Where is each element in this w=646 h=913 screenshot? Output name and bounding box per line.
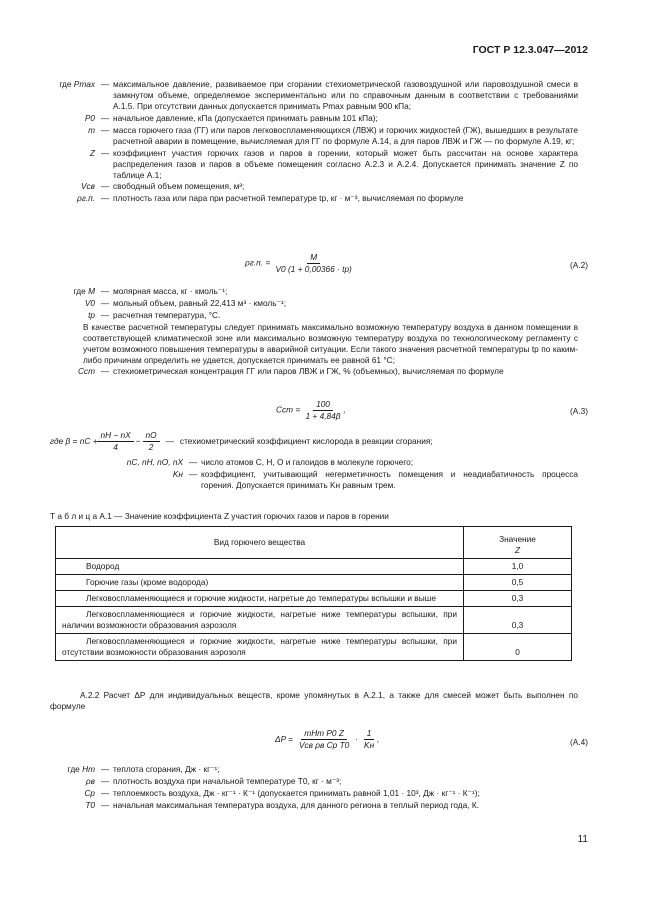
dash: — (100, 764, 110, 774)
definition-symbol: Cр (84, 787, 95, 798)
definition-text: расчетная температура, °С. (113, 309, 221, 320)
definition-row (50, 457, 578, 468)
fraction: $\frac{\text{mHт P0 Z}}{\text{Vсв ρв Cр T0}}$ (298, 728, 350, 750)
dash: — (100, 297, 110, 308)
section-a22-paragraph: А.2.2 Расчет ΔP для индивидуальных веществ, кроме упомянутых в А.2.1, а также для смесей может быть выполнен по формуле (50, 690, 578, 711)
definition-row (50, 113, 578, 124)
dash: — (100, 193, 110, 204)
definition-symbol: Kн (172, 468, 183, 479)
definition-row (50, 776, 578, 787)
definition-row (50, 366, 578, 377)
definition-symbol: ρв (85, 775, 95, 786)
definitions-block-3 (50, 457, 578, 492)
definition-symbol: Z (89, 147, 95, 158)
header-substance: Вид горючего вещества (56, 527, 464, 559)
table-cell-substance: Водород (56, 559, 464, 575)
definition-symbol: P0 (84, 112, 95, 123)
definition-row (50, 79, 578, 112)
definitions-block-2 (50, 286, 578, 378)
fraction: $\frac{1}{Kн}$ (364, 728, 375, 750)
definition-row (50, 469, 578, 491)
definition-symbol: T0 (85, 799, 95, 810)
table-caption: Т а б л и ц а А.1 — Значение коэффициента Z участия горючих газов и паров в горении (50, 511, 389, 521)
dash: — (165, 435, 174, 446)
definition-text: коэффициент участия горючих газов и паров в горении, который может быть рассчитан на основе характера распределения газов и паров в объеме помещения согласно А.2.3 и А.2.4. Допускается принимать значение Z по таблице А.1; (113, 147, 578, 180)
dash: — (100, 365, 110, 376)
table-cell-substance: Легковоспламеняющиеся и горючие жидкости, нагретые до температуры вспышки и выше (56, 590, 464, 606)
definitions-block-4 (50, 764, 578, 812)
definition-symbol: где Pmax (59, 79, 95, 89)
table-header-row (56, 527, 572, 559)
definition-symbol: где M (73, 286, 95, 296)
definition-symbol: ρг.п. (76, 193, 95, 204)
definition-text: стехиометрический коэффициент кислорода в реакции сгорания; (179, 435, 433, 446)
dash: — (100, 124, 110, 135)
dash: — (100, 799, 110, 810)
definition-symbol: m (88, 124, 95, 135)
table-row (56, 633, 572, 660)
fraction: $\frac{nН - nX}{4}$ (97, 430, 133, 453)
dash: — (100, 181, 110, 192)
equation-number-a3: (А.3) (570, 406, 588, 416)
fraction: $\frac{M}{V0 (1 + 0,00366 \cdot tр)}$ (275, 252, 352, 274)
formula-a3: Cст = $\frac{100}{1 + 4,84\beta}$ , (276, 399, 346, 421)
definition-text: теплота сгорания, Дж · кг⁻¹; (113, 764, 220, 774)
formula-a2: ρг.п. = $\frac{M}{V0 (1 + 0,00366 \cdot tр)}$ (245, 252, 355, 275)
table-cell-value: 0 (464, 633, 572, 660)
table-cell-substance: Горючие газы (кроме водорода) (56, 574, 464, 590)
dash: — (188, 468, 198, 479)
definition-row (50, 298, 578, 309)
definition-symbol: Cст (77, 365, 95, 376)
formula-a4: ΔP = $\frac{\text{mHт P0 Z}}{\text{Vсв ρв Cр T0}}$ · $\frac{1}{Kн}$ , (275, 728, 380, 750)
table-cell-substance: Легковоспламеняющиеся и горючие жидкости, нагретые ниже температуры вспышки, при наличии возможности образования аэрозоля (56, 606, 464, 633)
table-cell-value: 0,5 (464, 574, 572, 590)
table-row (56, 574, 572, 590)
definition-row (50, 800, 578, 811)
definition-row (50, 286, 578, 297)
equation-number-a4: (А.4) (570, 737, 588, 747)
table-cell-value: 0,3 (464, 590, 572, 606)
definition-text: масса горючего газа (ГГ) или паров легковоспламеняющихся (ЛВЖ) и горючих жидкостей (ГЖ), вышедших в результате расчетной аварии в помещение, вычисляемая для ГГ по формуле А.14, а для паров ЛВЖ и ГЖ — по формуле А.19, кг; (113, 124, 578, 146)
document-header: ГОСТ Р 12.3.047—2012 (472, 44, 588, 56)
table-row (56, 590, 572, 606)
definition-text: молярная масса, кг · кмоль⁻¹; (113, 286, 228, 296)
definitions-block-1 (50, 79, 578, 205)
definition-row (50, 181, 578, 192)
header-value: Значение Z (464, 527, 572, 559)
dash: — (188, 457, 198, 467)
table-row (56, 606, 572, 633)
definition-text: коэффициент, учитывающий негерметичность помещения и неадиабатичность процесса горения. Допускается принимать Kн равным трем. (201, 468, 578, 490)
dash: — (100, 775, 110, 786)
definition-text: плотность воздуха при начальной температуре T0, кг · м⁻³; (113, 775, 342, 786)
dash: — (100, 309, 110, 320)
definition-row (50, 193, 578, 204)
dash: — (100, 112, 110, 123)
definition-row (50, 125, 578, 147)
dash: — (100, 787, 110, 798)
dash: — (100, 79, 110, 89)
table-row (56, 559, 572, 575)
definition-row (50, 788, 578, 799)
equation-number-a2: (А.2) (570, 260, 588, 270)
dash: — (100, 147, 110, 158)
definition-symbol: Vсв (80, 181, 95, 192)
beta-definition: где β = nC + $\frac{nН - nX}{4}$ − $\frac{nО}{2}$ — стехиометрический коэффициент кислорода в реакции сгорания; (50, 430, 433, 452)
definition-row (50, 310, 578, 321)
definition-text: число атомов С, Н, О и галоидов в молекуле горючего; (201, 457, 414, 467)
definition-row (50, 764, 578, 775)
definition-text: стехиометрическая концентрация ГГ или паров ЛВЖ и ГЖ, % (объемных), вычисляемая по формуле (113, 365, 504, 376)
definition-symbol: где Hт (67, 764, 95, 774)
dash: — (100, 286, 110, 296)
fraction: $\frac{nО}{2}$ (143, 430, 160, 453)
definition-symbol: nC, nН, nО, nX (126, 457, 183, 467)
definition-symbol: V0 (84, 297, 95, 308)
definition-symbol: tр (88, 309, 95, 320)
definition-text: максимальное давление, развиваемое при сгорании стехиометрической газовоздушной или паровоздушной смеси в замкнутом объеме, определяемое экспериментально или по справочным данным в соответствии с требованиями А.1.5. При отсутствии данных допускается принимать Pmax равным 900 кПа; (113, 79, 578, 111)
definition-text: начальная максимальная температура воздуха, для данного региона в теплый период года, К. (113, 799, 479, 810)
page-number: 11 (577, 834, 588, 845)
definition-text: мольный объем, равный 22,413 м³ · кмоль⁻¹; (113, 297, 287, 308)
table-cell-substance: Легковоспламеняющиеся и горючие жидкости, нагретые ниже температуры вспышки, при отсутствии возможности образования аэрозоля (56, 633, 464, 660)
definition-text: начальное давление, кПа (допускается принимать равным 101 кПа); (113, 112, 378, 123)
definition-text: свободный объем помещения, м³; (113, 181, 245, 192)
coefficient-table (55, 526, 572, 661)
table-cell-value: 1,0 (464, 559, 572, 575)
definition-text: плотность газа или пара при расчетной температуре tр, кг · м⁻³, вычисляемая по формуле (113, 193, 464, 204)
definition-text: теплоемкость воздуха, Дж · кг⁻¹ · К⁻¹ (допускается принимать равной 1,01 · 10³, Дж · кг⁻¹ · К⁻¹); (113, 787, 480, 798)
temperature-paragraph: В качестве расчетной температуры следует принимать максимально возможную температуру воздуха в данном помещении в соответствующей климатической зоне или максимально возможную температуру воздуха по технологическому регламенту с учетом возможного повышения температуры в аварийной ситуации. Если такого значения расчетной температуры tр по каким-либо причинам определить не удается, допускается принимать ее равной 61 °С; (83, 321, 578, 365)
definition-row (50, 148, 578, 181)
table-cell-value: 0,3 (464, 606, 572, 633)
fraction: $\frac{100}{1 + 4,84\beta}$ (305, 399, 341, 421)
